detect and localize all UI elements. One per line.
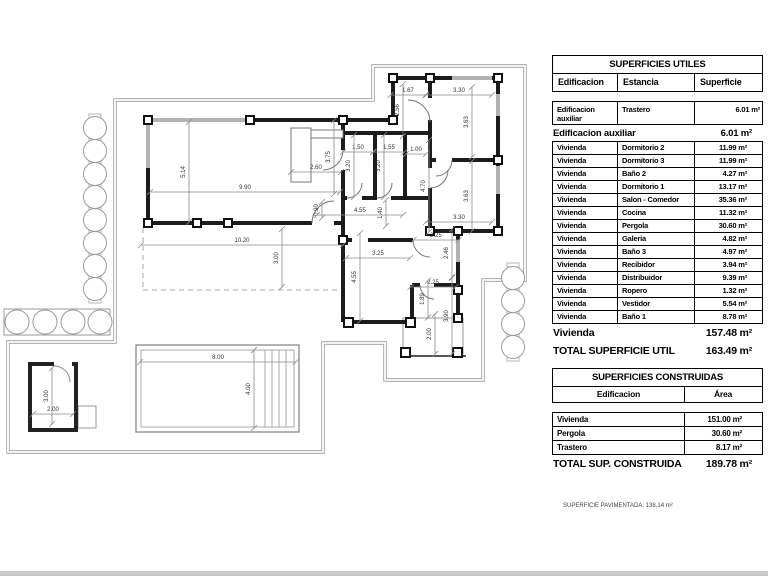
- aux-estancia: Trastero: [617, 102, 694, 124]
- table-cell: 8.17 m²: [684, 441, 761, 454]
- dimension-label: 8.00: [212, 355, 224, 361]
- table-row: [553, 142, 762, 154]
- construidas-rows: [552, 412, 763, 455]
- dimension-label: 3.00: [274, 252, 280, 264]
- table-row: [553, 219, 762, 232]
- table-row: [553, 258, 762, 271]
- table-row: [553, 297, 762, 310]
- dimension-label: 3.75: [326, 151, 332, 163]
- table-cell: Galeria: [617, 233, 694, 245]
- dimension-label: 4.00: [246, 383, 252, 395]
- superficies-utiles-table: [552, 55, 763, 360]
- construidas-total-row: TOTAL SUP. CONSTRUIDA 189.78 m²: [553, 458, 752, 470]
- utiles-header: [552, 73, 763, 92]
- table-row: [553, 193, 762, 206]
- table-cell: 11.99 m²: [694, 155, 760, 167]
- table-cell: Vivienda: [557, 221, 587, 230]
- table-cell: Vivienda: [557, 312, 587, 321]
- dimension-label: 2.00: [427, 328, 433, 340]
- dimension-label: 2.56: [395, 104, 401, 116]
- column-header: Edificacion: [558, 77, 604, 87]
- table-cell: Vivienda: [557, 415, 589, 424]
- table-cell: Vivienda: [557, 208, 587, 217]
- aux-row: [552, 101, 763, 125]
- dimension-label: 2.60: [310, 165, 322, 171]
- table-cell: 8.78 m²: [694, 311, 760, 323]
- dimension-label: 1.67: [402, 88, 414, 94]
- table-cell: Vivienda: [557, 156, 587, 165]
- table-cell: 35.36 m²: [694, 194, 760, 206]
- utiles-total-row: TOTAL SUPERFICIE UTIL 163.49 m²: [553, 345, 752, 357]
- utiles-rows: [552, 141, 763, 324]
- dimension-label: 3.30: [453, 215, 465, 221]
- table-cell: Vivienda: [557, 195, 587, 204]
- table-cell: Dormitorio 1: [617, 181, 694, 193]
- table-row: [553, 284, 762, 297]
- table-row: [553, 413, 762, 426]
- table-row: [553, 245, 762, 258]
- table-cell: Recibidor: [617, 259, 694, 271]
- dimension-label: 1.00: [410, 147, 422, 153]
- table-cell: 4.97 m²: [694, 246, 760, 258]
- table-row: [553, 310, 762, 323]
- table-cell: 4.27 m²: [694, 168, 760, 180]
- construidas-title: SUPERFICIES CONSTRUIDAS: [552, 368, 763, 387]
- tree-row-left: [84, 114, 107, 303]
- table-row: [553, 232, 762, 245]
- house-walls: [148, 78, 498, 322]
- dimension-label: 3.90: [444, 310, 450, 322]
- table-cell: Ropero: [617, 285, 694, 297]
- table-row: [553, 167, 762, 180]
- dimension-label: 3.30: [453, 88, 465, 94]
- table-cell: 30.60 m²: [694, 220, 760, 232]
- table-cell: Vivienda: [557, 143, 587, 152]
- table-row: [553, 180, 762, 193]
- tree-row-bottom-left: [4, 309, 112, 335]
- construidas-header: [552, 386, 763, 403]
- table-cell: Pergola: [617, 220, 694, 232]
- dimension-label: 3.63: [464, 116, 470, 128]
- dimension-label: 3.20: [346, 160, 352, 172]
- table-cell: Vivienda: [557, 234, 587, 243]
- table-cell: Salon - Comedor: [617, 194, 694, 206]
- dimension-label: 0.90: [314, 204, 320, 216]
- table-cell: Vivienda: [557, 247, 587, 256]
- table-cell: 5.54 m²: [694, 298, 760, 310]
- table-cell: Vestidor: [617, 298, 694, 310]
- table-cell: 30.60 m²: [684, 427, 761, 440]
- dimension-label: 4.55: [354, 208, 366, 214]
- dimension-label: 5.14: [181, 166, 187, 178]
- dimension-label: 3.25: [372, 251, 384, 257]
- dimension-label: 3.00: [44, 390, 50, 402]
- dimension-label: 2.25: [427, 280, 439, 286]
- aux-subtotal-row: Edificacion auxiliar 6.01 m²: [553, 127, 752, 139]
- dimension-label: 3.63: [464, 190, 470, 202]
- dimension-label: 4.70: [421, 180, 427, 192]
- aux-superficie: 6.01 m²: [694, 102, 760, 124]
- superficies-construidas-table: [552, 368, 763, 473]
- column-header: Área: [684, 387, 761, 402]
- dimension-label: 10.20: [234, 238, 250, 244]
- dimension-label: 3.20: [376, 160, 382, 172]
- table-cell: 4.82 m²: [694, 233, 760, 245]
- table-cell: 151.00 m²: [684, 413, 761, 426]
- bottom-strip: [0, 571, 768, 576]
- dimension-label: 4.55: [352, 271, 358, 283]
- dimension-label: 2.46: [444, 247, 450, 259]
- table-cell: Distribuidor: [617, 272, 694, 284]
- table-cell: Vivienda: [557, 299, 587, 308]
- column-header: Estancia: [617, 74, 694, 91]
- table-cell: Dormitorio 2: [617, 142, 694, 154]
- utiles-title: SUPERFICIES UTILES: [552, 55, 763, 74]
- table-cell: 3.94 m²: [694, 259, 760, 271]
- paved-surface-footnote: SUPERFICIE PAVIMENTADA: 138.14 m²: [563, 503, 673, 509]
- table-cell: Cocina: [617, 207, 694, 219]
- table-row: [553, 426, 762, 440]
- table-cell: Pergola: [557, 429, 585, 438]
- table-cell: Baño 3: [617, 246, 694, 258]
- table-cell: Baño 1: [617, 311, 694, 323]
- column-header: Edificacion: [596, 389, 641, 399]
- table-cell: Baño 2: [617, 168, 694, 180]
- dimension-label: 1.50: [352, 145, 364, 151]
- column-header: Superficie: [694, 74, 760, 91]
- table-cell: 13.17 m²: [694, 181, 760, 193]
- vivienda-subtotal-row: Vivienda 157.48 m²: [553, 327, 752, 339]
- table-row: [553, 440, 762, 454]
- table-cell: 11.99 m²: [694, 142, 760, 154]
- table-cell: Vivienda: [557, 273, 587, 282]
- aux-edificacion: Edificacion auxiliar: [557, 105, 595, 123]
- table-cell: 9.39 m²: [694, 272, 760, 284]
- dimension-label: 1.89: [420, 293, 426, 305]
- table-cell: Trastero: [557, 443, 587, 452]
- table-row: [553, 154, 762, 167]
- table-cell: Dormitorio 3: [617, 155, 694, 167]
- dimension-label: 2.00: [47, 407, 59, 413]
- table-cell: Vivienda: [557, 169, 587, 178]
- trastero-building: [30, 364, 96, 430]
- table-cell: 1.32 m²: [694, 285, 760, 297]
- tree-row-right: [502, 263, 525, 361]
- table-row: [553, 271, 762, 284]
- dimension-label: 1.55: [383, 145, 395, 151]
- dimension-label: 2.25: [430, 233, 442, 239]
- table-row: [553, 206, 762, 219]
- table-cell: 11.32 m²: [694, 207, 760, 219]
- dimension-label: 1.40: [378, 207, 384, 219]
- table-cell: Vivienda: [557, 286, 587, 295]
- kitchen-fixture: [291, 128, 343, 182]
- table-cell: Vivienda: [557, 260, 587, 269]
- table-cell: Vivienda: [557, 182, 587, 191]
- dimension-label: 9.90: [239, 185, 251, 191]
